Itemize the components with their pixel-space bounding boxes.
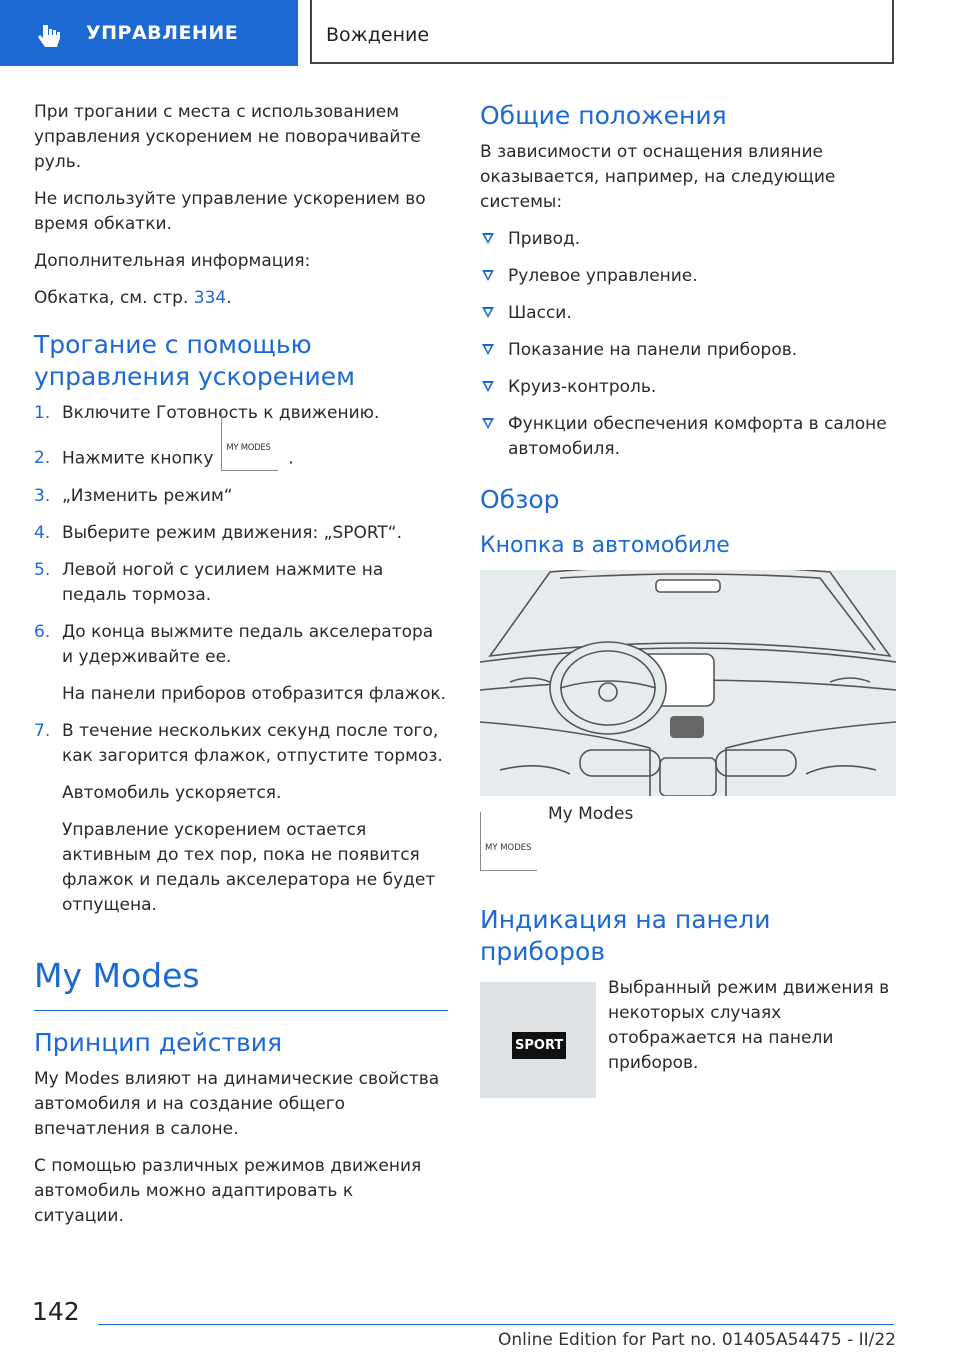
steps-list bbox=[34, 401, 448, 918]
paragraph: Выбранный режим движения в некоторых случаях отображается на панели приборов. bbox=[608, 978, 890, 1073]
heading-instrument-display: Индикация на панели приборов bbox=[480, 905, 771, 966]
list-item: Рулевое управление. bbox=[480, 264, 896, 289]
subsection-header bbox=[310, 0, 894, 64]
page-number: 142 bbox=[32, 1297, 80, 1326]
list-item: 3. „Изменить режим“ bbox=[34, 485, 233, 506]
cross-reference: Обкатка, см. стр. 334. bbox=[34, 288, 232, 308]
page-link[interactable]: 334 bbox=[193, 288, 227, 308]
list-item: Привод. bbox=[480, 227, 896, 252]
bullet-triangle-icon bbox=[482, 418, 494, 429]
list-item: Функции обеспечения комфорта в салоне автомобиля. bbox=[480, 412, 896, 462]
bullet-list bbox=[480, 227, 896, 462]
my-modes-label: My Modes bbox=[548, 804, 634, 824]
heading-general: Общие положения bbox=[480, 101, 727, 130]
paragraph: My Modes влияют на динамические свойства автомобиля и на создание общего впечатления в салоне. bbox=[34, 1068, 440, 1139]
hand-pointer-icon bbox=[38, 24, 64, 52]
heading-my-modes: My Modes bbox=[34, 956, 448, 1011]
heading-principle: Принцип действия bbox=[34, 1027, 283, 1057]
section-tab bbox=[0, 0, 298, 66]
my-modes-button-icon: MY MODES bbox=[221, 412, 278, 471]
subsection-title: Вождение bbox=[326, 24, 430, 46]
bullet-triangle-icon bbox=[482, 344, 494, 355]
right-column bbox=[480, 100, 896, 1102]
footer-rule bbox=[98, 1324, 894, 1325]
bullet-triangle-icon bbox=[482, 233, 494, 244]
heading-button-in-car: Кнопка в автомобиле bbox=[480, 533, 730, 558]
paragraph: С помощью различных режимов движения автомобиль можно адаптировать к ситуации. bbox=[34, 1155, 422, 1226]
my-modes-button-icon: MY MODES bbox=[480, 812, 537, 871]
footer-edition: Online Edition for Part no. 01405A54475 - II/22 bbox=[497, 1330, 896, 1350]
list-item: Шасси. bbox=[480, 301, 896, 326]
list-item: 1. Включите Готовность к движению. bbox=[34, 403, 380, 423]
paragraph: Дополнительная информация: bbox=[34, 251, 311, 271]
list-item: Круиз-контроль. bbox=[480, 375, 896, 400]
list-item: 5. Левой ногой с усилием нажмите на педаль тормоза. bbox=[34, 559, 384, 605]
bullet-triangle-icon bbox=[482, 307, 494, 318]
instrument-display-image bbox=[480, 982, 596, 1098]
list-item: 6. До конца выжмите педаль акселератора и удерживайте ее. На панели приборов отобразится флажок. bbox=[34, 621, 447, 704]
heading-overview: Обзор bbox=[480, 485, 560, 514]
list-item: 4. Выберите режим движения: „SPORT“. bbox=[34, 522, 402, 543]
bullet-triangle-icon bbox=[482, 381, 494, 392]
sport-display-row bbox=[480, 978, 896, 1102]
list-item: 7. В течение нескольких секунд после того, как загорится флажок, отпустите тормоз. Автомобиль ускоряется. Управление ускорением остается активным до тех пор, пока не появится флажок и педаль акселератора не будет отпущена. bbox=[34, 720, 443, 915]
left-column bbox=[34, 100, 448, 1241]
list-item: Показание на панели приборов. bbox=[480, 338, 896, 363]
car-interior-drawing bbox=[480, 570, 896, 796]
section-title: УПРАВЛЕНИЕ bbox=[86, 22, 239, 44]
list-item: 2. Нажмите кнопку MY MODES . bbox=[34, 446, 448, 472]
paragraph: Не используйте управление ускорением во время обкатки. bbox=[34, 189, 426, 234]
paragraph: При трогании с места с использованием управления ускорением не поворачивайте руль. bbox=[34, 102, 421, 172]
bullet-triangle-icon bbox=[482, 270, 494, 281]
sport-badge: SPORT bbox=[512, 1032, 566, 1059]
my-modes-button-row bbox=[480, 804, 896, 904]
car-interior-illustration bbox=[480, 570, 896, 796]
heading-start-with-launch-control: Трогание с помощью управления ускорением bbox=[34, 330, 356, 391]
paragraph: В зависимости от оснащения влияние оказывается, например, на следующие системы: bbox=[480, 142, 836, 212]
